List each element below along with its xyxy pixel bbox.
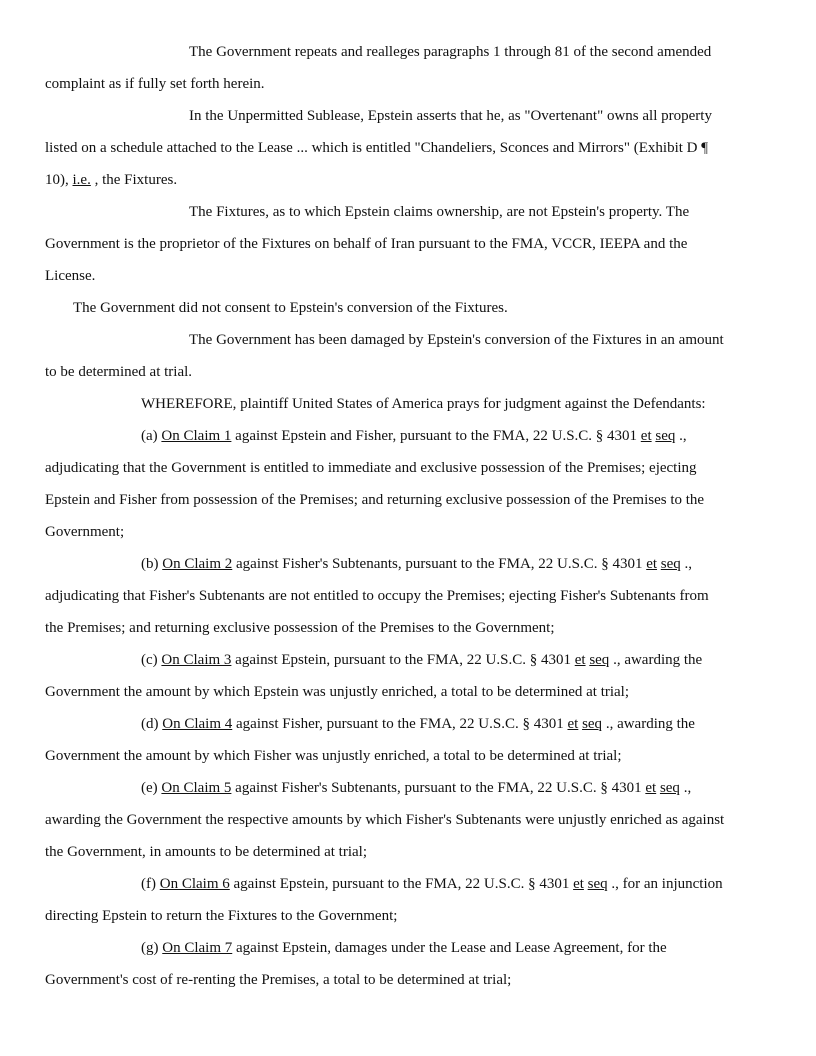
text-span: ., (679, 780, 692, 796)
ie-abbreviation: i.e. (72, 172, 91, 188)
claim-e-line-1 (141, 778, 691, 798)
seq-text: seq (582, 716, 603, 732)
claim-e-line-3: the Government, in amounts to be determined at trial; (45, 844, 367, 860)
text-span: against Fisher's Subtenants, pursuant to the FMA, 22 U.S.C. § 4301 (232, 556, 647, 572)
claim-title: On Claim 2 (162, 556, 233, 572)
claim-c-line-1 (141, 650, 702, 670)
seq-text: seq (660, 556, 681, 572)
claim-label: (d) (141, 716, 163, 732)
paragraph-5-line-2: to be determined at trial. (45, 364, 193, 380)
wherefore-clause: WHEREFORE, plaintiff United States of America prays for judgment against the Defendants: (141, 396, 706, 412)
claim-title: On Claim 7 (162, 940, 233, 956)
claim-a-line-3: Epstein and Fisher from possession of the Premises; and returning exclusive possession of the Premises to the (45, 492, 705, 508)
text-span: ., awarding the (602, 716, 695, 732)
seq-text: seq (587, 876, 608, 892)
text-span: against Fisher, pursuant to the FMA, 22 U.S.C. § 4301 (232, 716, 568, 732)
et-text: et (640, 428, 652, 444)
claim-title: On Claim 3 (161, 652, 232, 668)
claim-f-line-1 (141, 874, 723, 894)
et-text: et (574, 652, 586, 668)
paragraph-2-line-1: In the Unpermitted Sublease, Epstein asserts that he, as "Overtenant" owns all property (189, 108, 712, 124)
text-span: ., awarding the (609, 652, 703, 668)
et-text: et (646, 556, 658, 572)
claim-b-line-2: adjudicating that Fisher's Subtenants are not entitled to occupy the Premises; ejecting Fisher's Subtenants from (45, 588, 709, 604)
claim-label: (a) (141, 428, 162, 444)
text-span: ., for an injunction (607, 876, 723, 892)
paragraph-1-line-1: The Government repeats and realleges paragraphs 1 through 81 of the second amended (189, 44, 712, 60)
claim-d-line-2: Government the amount by which Fisher was unjustly enriched, a total to be determined at trial; (45, 748, 622, 764)
claim-f-line-2: directing Epstein to return the Fixtures to the Government; (45, 908, 398, 924)
text-span: , the Fixtures. (90, 172, 178, 188)
paragraph-3-line-3: License. (45, 268, 96, 284)
claim-title: On Claim 4 (162, 716, 233, 732)
claim-title: On Claim 6 (159, 876, 230, 892)
claim-label: (c) (141, 652, 162, 668)
claim-g-line-1 (141, 938, 667, 958)
text-span: against Epstein and Fisher, pursuant to the FMA, 22 U.S.C. § 4301 (231, 428, 641, 444)
paragraph-2-line-2: listed on a schedule attached to the Lease ... which is entitled "Chandeliers, Sconces and Mirrors" (Exhibit D ¶ (45, 140, 709, 156)
et-text: et (645, 780, 657, 796)
claim-g-line-2: Government's cost of re-renting the Premises, a total to be determined at trial; (45, 972, 512, 988)
claim-title: On Claim 1 (161, 428, 232, 444)
paragraph-3-line-1: The Fixtures, as to which Epstein claims ownership, are not Epstein's property. The (189, 204, 690, 220)
paragraph-1-line-2: complaint as if fully set forth herein. (45, 76, 265, 92)
text-span: against Fisher's Subtenants, pursuant to the FMA, 22 U.S.C. § 4301 (231, 780, 646, 796)
claim-label: (e) (141, 780, 162, 796)
et-text: et (573, 876, 584, 892)
text-span: ., (675, 428, 687, 444)
et-text: et (567, 716, 579, 732)
claim-label: (g) (141, 940, 163, 956)
claim-e-line-2: awarding the Government the respective amounts by which Fisher's Subtenants were unjustly enriched as against (45, 812, 725, 828)
claim-c-line-2: Government the amount by which Epstein was unjustly enriched, a total to be determined at trial; (45, 684, 630, 700)
seq-text: seq (659, 780, 680, 796)
claim-a-line-2: adjudicating that the Government is entitled to immediate and exclusive possession of the Premises; ejecting (45, 460, 697, 476)
claim-title: On Claim 5 (161, 780, 232, 796)
text-span: against Epstein, pursuant to the FMA, 22 U.S.C. § 4301 (231, 652, 575, 668)
text-span: against Epstein, damages under the Lease and Lease Agreement, for the (232, 940, 667, 956)
text-span: against Epstein, pursuant to the FMA, 22 U.S.C. § 4301 (229, 876, 574, 892)
paragraph-5-line-1: The Government has been damaged by Epstein's conversion of the Fixtures in an amount (189, 332, 724, 348)
seq-text: seq (589, 652, 610, 668)
paragraph-4-line-1: The Government did not consent to Epstein's conversion of the Fixtures. (73, 300, 508, 316)
claim-label: (b) (141, 556, 163, 572)
paragraph-3-line-2: Government is the proprietor of the Fixtures on behalf of Iran pursuant to the FMA, VCCR, IEEPA and the (45, 236, 688, 252)
paragraph-2-line-3 (45, 170, 177, 190)
claim-label: (f) (141, 876, 160, 892)
claim-d-line-1 (141, 714, 695, 734)
claim-b-line-3: the Premises; and returning exclusive possession of the Premises to the Government; (45, 620, 555, 636)
seq-text: seq (655, 428, 676, 444)
claim-b-line-1 (141, 554, 692, 574)
claim-a-line-1 (141, 426, 687, 446)
claim-a-line-4: Government; (45, 524, 125, 540)
text-span: 10), (45, 172, 73, 188)
text-span: ., (680, 556, 693, 572)
